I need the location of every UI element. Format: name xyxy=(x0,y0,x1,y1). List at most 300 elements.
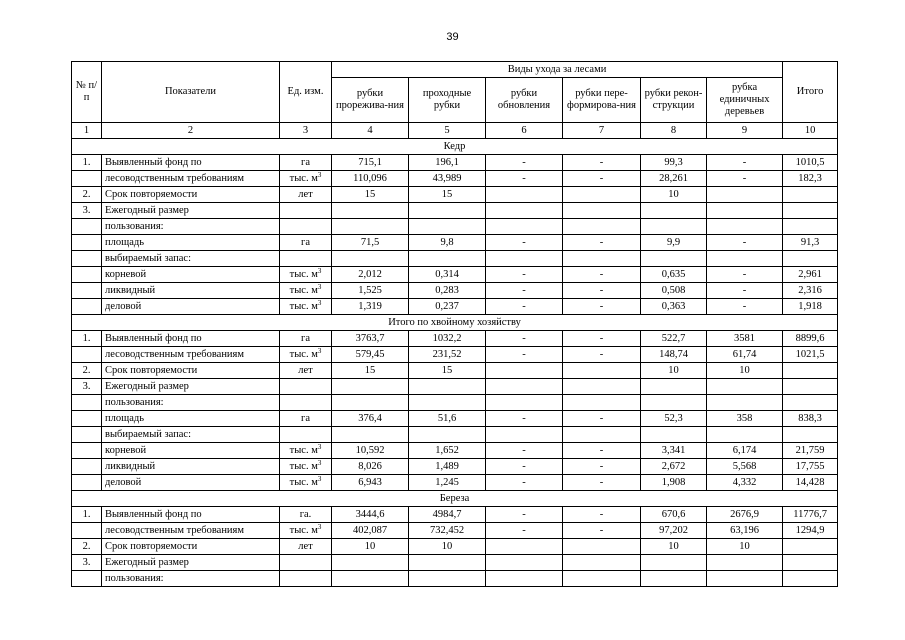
row-number xyxy=(72,395,102,411)
header-type: рубки пере-формирова-ния xyxy=(563,78,641,123)
row-indicator: площадь xyxy=(102,411,280,427)
row-value: - xyxy=(707,283,783,299)
row-number: 3. xyxy=(72,203,102,219)
row-value: 2676,9 xyxy=(707,507,783,523)
row-value xyxy=(563,555,641,571)
row-value xyxy=(563,251,641,267)
row-value: 1,245 xyxy=(409,475,486,491)
row-value: - xyxy=(486,155,563,171)
row-total: 14,428 xyxy=(783,475,838,491)
table-row xyxy=(72,283,838,299)
row-value: - xyxy=(486,171,563,187)
row-indicator: Ежегодный размер xyxy=(102,203,280,219)
row-value: 3763,7 xyxy=(332,331,409,347)
table-row xyxy=(72,395,838,411)
table-row xyxy=(72,379,838,395)
row-value xyxy=(409,251,486,267)
row-value xyxy=(409,571,486,587)
row-total: 182,3 xyxy=(783,171,838,187)
row-value: 15 xyxy=(332,187,409,203)
row-value xyxy=(332,571,409,587)
row-value xyxy=(409,379,486,395)
table-row xyxy=(72,251,838,267)
header-type: рубка единичных деревьев xyxy=(707,78,783,123)
row-total: 8899,6 xyxy=(783,331,838,347)
row-value: - xyxy=(486,523,563,539)
unit-superscript: 3 xyxy=(317,474,322,483)
row-value xyxy=(332,555,409,571)
row-value: 43,989 xyxy=(409,171,486,187)
table-row xyxy=(72,299,838,315)
row-value: - xyxy=(486,443,563,459)
row-value xyxy=(409,395,486,411)
row-indicator: площадь xyxy=(102,235,280,251)
row-value: 15 xyxy=(409,363,486,379)
row-value: - xyxy=(486,299,563,315)
row-total: 91,3 xyxy=(783,235,838,251)
row-value: 0,635 xyxy=(641,267,707,283)
row-indicator: ликвидный xyxy=(102,283,280,299)
row-total xyxy=(783,571,838,587)
row-value: 522,7 xyxy=(641,331,707,347)
row-value: 715,1 xyxy=(332,155,409,171)
unit-label: га. xyxy=(299,508,312,520)
row-number xyxy=(72,219,102,235)
row-indicator: выбираемый запас: xyxy=(102,427,280,443)
row-value xyxy=(563,363,641,379)
row-unit xyxy=(280,267,332,283)
row-value: 3444,6 xyxy=(332,507,409,523)
header-type: проходные рубки xyxy=(409,78,486,123)
table-row xyxy=(72,187,838,203)
row-value: 71,5 xyxy=(332,235,409,251)
row-indicator: пользования: xyxy=(102,571,280,587)
row-value xyxy=(332,219,409,235)
section-row xyxy=(72,139,838,155)
row-value: - xyxy=(563,283,641,299)
row-indicator: Ежегодный размер xyxy=(102,379,280,395)
row-indicator: Срок повторяемости xyxy=(102,363,280,379)
row-unit xyxy=(280,507,332,523)
row-value: 10 xyxy=(641,363,707,379)
row-value xyxy=(563,539,641,555)
row-number xyxy=(72,283,102,299)
row-value: 1,525 xyxy=(332,283,409,299)
row-value: 52,3 xyxy=(641,411,707,427)
row-number: 3. xyxy=(72,555,102,571)
unit-label: лет xyxy=(298,540,313,552)
row-value xyxy=(641,251,707,267)
row-total: 1021,5 xyxy=(783,347,838,363)
row-value: - xyxy=(486,459,563,475)
row-number xyxy=(72,299,102,315)
row-value: 0,283 xyxy=(409,283,486,299)
row-value xyxy=(707,203,783,219)
row-total: 2,316 xyxy=(783,283,838,299)
table-row xyxy=(72,155,838,171)
row-value xyxy=(486,395,563,411)
row-value: - xyxy=(563,267,641,283)
row-total xyxy=(783,251,838,267)
row-value: - xyxy=(563,411,641,427)
row-value xyxy=(332,427,409,443)
row-value: 579,45 xyxy=(332,347,409,363)
row-value: 670,6 xyxy=(641,507,707,523)
row-value xyxy=(641,555,707,571)
row-total: 1294,9 xyxy=(783,523,838,539)
row-value: 148,74 xyxy=(641,347,707,363)
row-total xyxy=(783,395,838,411)
row-value: 10 xyxy=(707,539,783,555)
row-value: - xyxy=(486,475,563,491)
column-number: 3 xyxy=(280,123,332,139)
row-value: - xyxy=(486,267,563,283)
row-value: 10 xyxy=(641,187,707,203)
table-header xyxy=(72,62,838,139)
row-value xyxy=(409,555,486,571)
unit-superscript: 3 xyxy=(317,282,322,291)
row-number xyxy=(72,523,102,539)
row-value: 10 xyxy=(332,539,409,555)
row-value xyxy=(641,395,707,411)
table-row xyxy=(72,555,838,571)
row-indicator: Выявленный фонд по xyxy=(102,507,280,523)
row-value: 1032,2 xyxy=(409,331,486,347)
table-row xyxy=(72,235,838,251)
unit-label: тыс. м xyxy=(289,300,318,312)
row-value xyxy=(563,427,641,443)
row-unit xyxy=(280,235,332,251)
row-value: 732,452 xyxy=(409,523,486,539)
row-unit xyxy=(280,251,332,267)
table-row xyxy=(72,267,838,283)
table-row xyxy=(72,539,838,555)
row-value: 0,237 xyxy=(409,299,486,315)
row-value: 3581 xyxy=(707,331,783,347)
section-title: Кедр xyxy=(72,139,838,155)
row-value xyxy=(486,571,563,587)
unit-superscript: 3 xyxy=(317,442,322,451)
unit-superscript: 3 xyxy=(317,346,322,355)
row-indicator: ликвидный xyxy=(102,459,280,475)
row-value: 8,026 xyxy=(332,459,409,475)
row-value: - xyxy=(563,235,641,251)
row-indicator: Ежегодный размер xyxy=(102,555,280,571)
row-value: 376,4 xyxy=(332,411,409,427)
row-indicator: пользования: xyxy=(102,395,280,411)
row-value: 402,087 xyxy=(332,523,409,539)
row-total xyxy=(783,363,838,379)
row-value: 6,174 xyxy=(707,443,783,459)
row-unit xyxy=(280,219,332,235)
row-indicator: лесоводственным требованиям xyxy=(102,171,280,187)
table-row xyxy=(72,331,838,347)
column-numbers-row xyxy=(72,123,838,139)
row-value xyxy=(641,203,707,219)
row-number xyxy=(72,571,102,587)
unit-label: га xyxy=(301,412,310,424)
unit-label: тыс. м xyxy=(289,268,318,280)
row-indicator: корневой xyxy=(102,267,280,283)
row-unit xyxy=(280,539,332,555)
row-value: 9,9 xyxy=(641,235,707,251)
table-row xyxy=(72,411,838,427)
row-number xyxy=(72,267,102,283)
row-value: 61,74 xyxy=(707,347,783,363)
unit-label: тыс. м xyxy=(289,284,318,296)
row-value: - xyxy=(563,171,641,187)
row-unit xyxy=(280,571,332,587)
row-value: - xyxy=(563,459,641,475)
row-indicator: Срок повторяемости xyxy=(102,187,280,203)
row-value xyxy=(641,219,707,235)
header-unit: Ед. изм. xyxy=(280,62,332,123)
page-number: 39 xyxy=(446,31,459,43)
section-title: Итого по хвойному хозяйству xyxy=(72,315,838,331)
table-row xyxy=(72,475,838,491)
table-row xyxy=(72,219,838,235)
column-number: 7 xyxy=(563,123,641,139)
row-value: 1,489 xyxy=(409,459,486,475)
row-indicator: лесоводственным требованиям xyxy=(102,347,280,363)
row-number xyxy=(72,235,102,251)
column-number: 1 xyxy=(72,123,102,139)
unit-superscript: 3 xyxy=(317,170,322,179)
row-value xyxy=(486,555,563,571)
row-number: 3. xyxy=(72,379,102,395)
row-indicator: пользования: xyxy=(102,219,280,235)
column-number: 9 xyxy=(707,123,783,139)
header-total: Итого xyxy=(783,62,838,123)
table-row xyxy=(72,443,838,459)
row-value: 1,908 xyxy=(641,475,707,491)
row-indicator: лесоводственным требованиям xyxy=(102,523,280,539)
unit-superscript: 3 xyxy=(317,458,322,467)
row-total xyxy=(783,187,838,203)
row-value xyxy=(707,219,783,235)
row-total xyxy=(783,379,838,395)
row-value: 1,319 xyxy=(332,299,409,315)
row-indicator: выбираемый запас: xyxy=(102,251,280,267)
row-value: - xyxy=(486,507,563,523)
row-value: 97,202 xyxy=(641,523,707,539)
column-number: 6 xyxy=(486,123,563,139)
row-number: 1. xyxy=(72,155,102,171)
row-value: 2,672 xyxy=(641,459,707,475)
row-value: 99,3 xyxy=(641,155,707,171)
row-value xyxy=(486,251,563,267)
row-value: 10 xyxy=(409,539,486,555)
row-unit xyxy=(280,555,332,571)
row-total: 838,3 xyxy=(783,411,838,427)
row-value: 4984,7 xyxy=(409,507,486,523)
row-value: - xyxy=(486,331,563,347)
unit-label: лет xyxy=(298,188,313,200)
header-group: Виды ухода за лесами xyxy=(332,62,783,78)
row-indicator: Срок повторяемости xyxy=(102,539,280,555)
table-row xyxy=(72,347,838,363)
unit-label: лет xyxy=(298,364,313,376)
row-value: - xyxy=(486,411,563,427)
row-value: - xyxy=(486,235,563,251)
row-value xyxy=(486,203,563,219)
row-total: 11776,7 xyxy=(783,507,838,523)
table-row xyxy=(72,507,838,523)
row-unit xyxy=(280,459,332,475)
row-unit xyxy=(280,523,332,539)
row-value: 231,52 xyxy=(409,347,486,363)
row-total: 17,755 xyxy=(783,459,838,475)
row-value: - xyxy=(707,299,783,315)
row-number xyxy=(72,251,102,267)
row-value xyxy=(707,395,783,411)
table-row xyxy=(72,427,838,443)
row-value xyxy=(486,427,563,443)
row-unit xyxy=(280,379,332,395)
column-number: 4 xyxy=(332,123,409,139)
row-value xyxy=(563,187,641,203)
row-number xyxy=(72,475,102,491)
row-value: 15 xyxy=(332,363,409,379)
row-value: 6,943 xyxy=(332,475,409,491)
header-indicators: Показатели xyxy=(102,62,280,123)
row-value: 2,012 xyxy=(332,267,409,283)
unit-label: га xyxy=(301,156,310,168)
row-value: 4,332 xyxy=(707,475,783,491)
unit-label: тыс. м xyxy=(289,476,318,488)
row-number: 1. xyxy=(72,331,102,347)
section-row xyxy=(72,491,838,507)
row-unit xyxy=(280,443,332,459)
table-row xyxy=(72,523,838,539)
row-number xyxy=(72,443,102,459)
row-value xyxy=(409,219,486,235)
table-row xyxy=(72,203,838,219)
unit-label: тыс. м xyxy=(289,172,318,184)
table-row xyxy=(72,459,838,475)
row-value xyxy=(707,427,783,443)
row-value xyxy=(486,539,563,555)
row-value: - xyxy=(707,171,783,187)
row-unit xyxy=(280,347,332,363)
unit-label: тыс. м xyxy=(289,348,318,360)
row-value xyxy=(707,379,783,395)
row-value: 3,341 xyxy=(641,443,707,459)
row-value: 51,6 xyxy=(409,411,486,427)
unit-superscript: 3 xyxy=(317,298,322,307)
section-title: Береза xyxy=(72,491,838,507)
column-number: 5 xyxy=(409,123,486,139)
table-body xyxy=(72,139,838,587)
table-row xyxy=(72,363,838,379)
row-value xyxy=(486,187,563,203)
unit-label: га xyxy=(301,236,310,248)
row-value xyxy=(563,379,641,395)
row-value: - xyxy=(563,523,641,539)
row-value: - xyxy=(486,283,563,299)
row-unit xyxy=(280,155,332,171)
row-unit xyxy=(280,187,332,203)
header-type: рубки обновления xyxy=(486,78,563,123)
row-indicator: деловой xyxy=(102,299,280,315)
row-indicator: Выявленный фонд по xyxy=(102,155,280,171)
row-unit xyxy=(280,427,332,443)
row-number xyxy=(72,347,102,363)
row-value: 0,508 xyxy=(641,283,707,299)
row-value: 15 xyxy=(409,187,486,203)
row-value xyxy=(563,571,641,587)
row-total: 1,918 xyxy=(783,299,838,315)
row-value: 110,096 xyxy=(332,171,409,187)
row-value: - xyxy=(563,299,641,315)
table-row xyxy=(72,571,838,587)
row-value xyxy=(486,219,563,235)
row-value: 10 xyxy=(707,363,783,379)
unit-label: тыс. м xyxy=(289,444,318,456)
row-value xyxy=(332,251,409,267)
row-total xyxy=(783,219,838,235)
row-unit xyxy=(280,171,332,187)
row-value: 0,363 xyxy=(641,299,707,315)
row-number xyxy=(72,459,102,475)
row-unit xyxy=(280,299,332,315)
row-value: - xyxy=(707,155,783,171)
row-value: 10 xyxy=(641,539,707,555)
table-row xyxy=(72,171,838,187)
row-value: - xyxy=(563,507,641,523)
header-type: рубки рекон-струкции xyxy=(641,78,707,123)
header-num: № п/п xyxy=(72,62,102,123)
row-value: - xyxy=(563,475,641,491)
row-indicator: Выявленный фонд по xyxy=(102,331,280,347)
row-value xyxy=(707,555,783,571)
row-value: - xyxy=(486,347,563,363)
row-number xyxy=(72,427,102,443)
row-number: 1. xyxy=(72,507,102,523)
row-unit xyxy=(280,203,332,219)
row-value: 63,196 xyxy=(707,523,783,539)
row-unit xyxy=(280,411,332,427)
section-row xyxy=(72,315,838,331)
row-total xyxy=(783,427,838,443)
row-value xyxy=(641,427,707,443)
row-value xyxy=(332,379,409,395)
row-value: 5,568 xyxy=(707,459,783,475)
row-value: 196,1 xyxy=(409,155,486,171)
row-number: 2. xyxy=(72,187,102,203)
row-value xyxy=(332,203,409,219)
column-number: 8 xyxy=(641,123,707,139)
row-value xyxy=(409,427,486,443)
row-total xyxy=(783,203,838,219)
row-number: 2. xyxy=(72,363,102,379)
unit-label: тыс. м xyxy=(289,460,318,472)
row-value: - xyxy=(707,267,783,283)
row-value: - xyxy=(563,331,641,347)
row-value xyxy=(641,379,707,395)
row-indicator: корневой xyxy=(102,443,280,459)
row-value: 0,314 xyxy=(409,267,486,283)
header-type: рубки прорежива-ния xyxy=(332,78,409,123)
row-value xyxy=(707,187,783,203)
row-number: 2. xyxy=(72,539,102,555)
row-value xyxy=(563,395,641,411)
row-value: 358 xyxy=(707,411,783,427)
unit-label: га xyxy=(301,332,310,344)
row-indicator: деловой xyxy=(102,475,280,491)
row-unit xyxy=(280,363,332,379)
forest-care-table xyxy=(71,61,838,587)
